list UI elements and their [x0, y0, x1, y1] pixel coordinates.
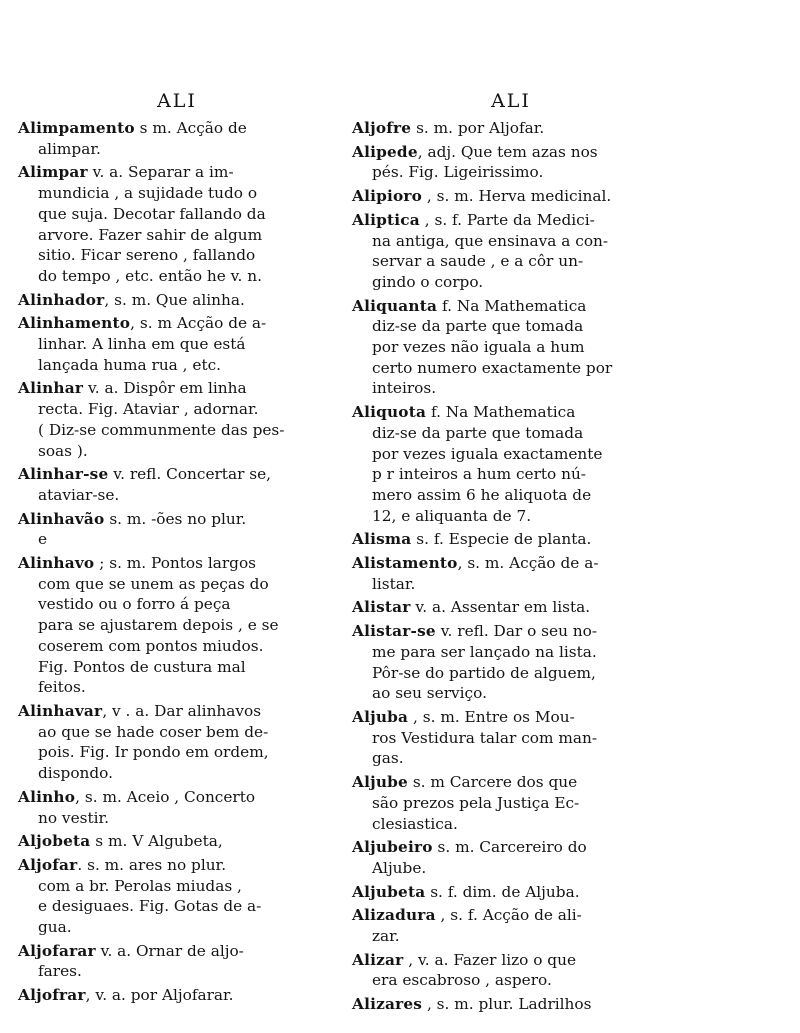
- entry-headline: Aljofre s. m. por Aljofar.: [352, 119, 545, 137]
- dictionary-entry: [352, 950, 670, 991]
- entry-continuation: com que se unem as peças do: [38, 574, 269, 593]
- headword: Alistar-se: [352, 622, 436, 641]
- headword: Alinhar-se: [18, 465, 109, 484]
- entry-continuation: por vezes não iguala a hum: [372, 338, 585, 357]
- headword: Alistamento: [352, 554, 458, 573]
- dictionary-entry: [18, 855, 336, 938]
- entry-continuation: soas ).: [38, 441, 88, 460]
- headword: Alimpar: [18, 163, 88, 182]
- dictionary-entry: [18, 985, 336, 1006]
- headword: Alinhamento: [18, 314, 131, 333]
- entry-headline: Alisma s. f. Especie de planta.: [352, 530, 592, 549]
- headword: Aljofarar: [18, 941, 96, 960]
- dictionary-entry: [352, 882, 670, 903]
- entry-headline: Alinhavar, v . a. Dar alinhavos: [18, 701, 262, 720]
- entry-continuation: mundicia , a sujidade tudo o: [38, 184, 258, 203]
- dictionary-entry: [352, 553, 670, 594]
- dictionary-entry: [352, 529, 670, 550]
- headword: Alizares: [352, 995, 423, 1014]
- entry-continuation: coserem com pontos miudos.: [38, 636, 264, 655]
- entry-continuation: servar a saude , e a côr un-: [372, 252, 584, 271]
- headword: Aljofar: [18, 855, 78, 874]
- dictionary-entry: [352, 621, 670, 704]
- entry-headline: Aljube s. m Carcere dos que: [352, 773, 578, 792]
- headword: Aljofre: [352, 119, 412, 137]
- right-column: [352, 90, 670, 1018]
- entry-continuation: Pôr-se do partido de alguem,: [372, 663, 596, 682]
- entry-continuation: ao seu serviço.: [372, 684, 487, 703]
- entry-headline: Aljubeta s. f. dim. de Aljuba.: [352, 882, 580, 901]
- entry-continuation: lançada huma rua , etc.: [38, 355, 222, 374]
- entry-headline: Aliquota f. Na Mathematica: [352, 403, 576, 422]
- entry-continuation: feitos.: [38, 678, 86, 697]
- entry-continuation: ( Diz-se communmente das pes-: [38, 420, 285, 439]
- dictionary-entry: [18, 313, 336, 375]
- dictionary-entry: [18, 464, 336, 505]
- headword: Alizar: [352, 950, 404, 969]
- entry-continuation: alimpar.: [38, 139, 101, 158]
- headword: Aljofrar: [18, 986, 86, 1005]
- entry-headline: Alinhar-se v. refl. Concertar se,: [18, 465, 272, 484]
- headword: Alizadura: [352, 906, 436, 925]
- headword: Alinhavão: [18, 509, 105, 528]
- entry-continuation: inteiros.: [372, 379, 437, 398]
- entry-continuation: dispondo.: [38, 764, 113, 783]
- dictionary-entry: [352, 772, 670, 834]
- dictionary-entry: [352, 186, 670, 207]
- dictionary-entry: [18, 831, 336, 852]
- headword: Alinhador: [18, 290, 105, 309]
- headword: Alipede: [352, 142, 418, 161]
- headword: Alipioro: [352, 187, 423, 206]
- entry-headline: Alizares , s. m. plur. Ladrilhos: [352, 995, 592, 1014]
- entry-continuation: que suja. Decotar fallando da: [38, 204, 266, 223]
- entry-headline: Alinhavão s. m. -ões no plur.: [18, 509, 247, 528]
- entry-continuation: vestido ou o forro á peça: [38, 595, 231, 614]
- headword: Aljobeta: [18, 832, 91, 851]
- dictionary-entry: [18, 162, 336, 286]
- entry-continuation: no vestir.: [38, 808, 110, 827]
- dictionary-entry: [352, 837, 670, 878]
- running-head-right: ALI: [491, 90, 531, 112]
- headword: Aljube: [352, 773, 408, 792]
- dictionary-entry: [352, 994, 670, 1015]
- entry-headline: Alistar-se v. refl. Dar o seu no-: [352, 622, 598, 641]
- entry-continuation: 12, e aliquanta de 7.: [372, 506, 532, 525]
- entry-headline: Alistamento, s. m. Acção de a-: [352, 554, 599, 573]
- entry-headline: Alinhar v. a. Dispôr em linha: [18, 379, 247, 398]
- dictionary-entry: [352, 905, 670, 946]
- entry-headline: Alizar , v. a. Fazer lizo o que: [352, 950, 577, 969]
- entry-continuation: linhar. A linha em que está: [38, 335, 246, 354]
- entry-continuation: clesiastica.: [372, 814, 458, 833]
- dictionary-entry: [352, 597, 670, 618]
- dictionary-entry: [18, 553, 336, 698]
- entry-continuation: gas.: [372, 749, 404, 768]
- entry-continuation: certo numero exactamente por: [372, 358, 613, 377]
- headword: Alisma: [352, 530, 412, 549]
- headword: Alinhavo: [18, 554, 95, 573]
- entry-continuation: por vezes iguala exactamente: [372, 444, 603, 463]
- headword: Aljubeta: [352, 882, 426, 901]
- entry-continuation: e desiguaes. Fig. Gotas de a-: [38, 897, 262, 916]
- headword: Alimpamento: [18, 119, 135, 137]
- entry-continuation: me para ser lançado na lista.: [372, 642, 597, 661]
- entry-continuation: ros Vestidura talar com man-: [372, 728, 598, 747]
- headword: Aljuba: [352, 707, 409, 726]
- dictionary-entry: [18, 787, 336, 828]
- entry-continuation: e: [38, 530, 48, 549]
- headword: Aliptica: [352, 210, 420, 229]
- dictionary-entry: [18, 290, 336, 311]
- entry-continuation: do tempo , etc. então he v. n.: [38, 266, 262, 285]
- entry-headline: Alinhamento, s. m Acção de a-: [18, 314, 267, 333]
- entry-headline: Aljubeiro s. m. Carcereiro do: [352, 838, 587, 857]
- dictionary-entry: [352, 118, 670, 139]
- dictionary-entry: [352, 296, 670, 400]
- entry-continuation: p r inteiros a hum certo nú-: [372, 465, 586, 484]
- entry-continuation: na antiga, que ensinava a con-: [372, 231, 609, 250]
- entry-headline: Aljuba , s. m. Entre os Mou-: [352, 707, 575, 726]
- entry-headline: Alipede, adj. Que tem azas nos: [352, 142, 598, 161]
- entry-headline: Aljobeta s m. V Algubeta,: [18, 832, 223, 851]
- entry-headline: Aliptica , s. f. Parte da Medici-: [352, 210, 595, 229]
- dictionary-entry: [18, 701, 336, 784]
- entry-continuation: gindo o corpo.: [372, 272, 484, 291]
- entry-continuation: Aljube.: [372, 858, 427, 877]
- entry-continuation: era escabroso , aspero.: [372, 971, 552, 990]
- headword: Aliquota: [352, 403, 427, 422]
- entry-headline: Aljofrar, v. a. por Aljofarar.: [18, 986, 234, 1005]
- entry-continuation: recta. Fig. Ataviar , adornar.: [38, 400, 259, 419]
- dictionary-entry: [18, 378, 336, 461]
- dictionary-entry: [352, 142, 670, 183]
- entry-headline: Alimpar v. a. Separar a im-: [18, 163, 234, 182]
- entry-headline: Alizadura , s. f. Acção de ali-: [352, 906, 582, 925]
- dictionary-entry: [18, 509, 336, 550]
- entry-continuation: pés. Fig. Ligeirissimo.: [372, 163, 544, 182]
- entry-continuation: são prezos pela Justiça Ec-: [372, 793, 580, 812]
- dictionary-entry: [18, 941, 336, 982]
- entry-continuation: ataviar-se.: [38, 485, 120, 504]
- headword: Aliquanta: [352, 296, 438, 315]
- dictionary-entry: [352, 210, 670, 293]
- entry-continuation: pois. Fig. Ir pondo em ordem,: [38, 743, 269, 762]
- headword: Alinhavar: [18, 701, 103, 720]
- entry-headline: Aljofarar v. a. Ornar de aljo-: [18, 941, 244, 960]
- dictionary-entry: [352, 707, 670, 769]
- entry-headline: Alipioro , s. m. Herva medicinal.: [352, 187, 612, 206]
- dictionary-entry: [18, 118, 336, 159]
- entry-continuation: fares.: [38, 962, 82, 981]
- entry-headline: Alimpamento s m. Acção de: [18, 119, 247, 137]
- entry-continuation: arvore. Fazer sahir de algum: [38, 225, 263, 244]
- headword: Alinhar: [18, 379, 84, 398]
- entry-continuation: listar.: [372, 574, 416, 593]
- headword: Alinho: [18, 787, 76, 806]
- entry-continuation: diz-se da parte que tomada: [372, 317, 584, 336]
- entry-continuation: com a br. Perolas miudas ,: [38, 876, 242, 895]
- left-column: [18, 90, 336, 1009]
- entry-continuation: zar.: [372, 927, 400, 946]
- entry-headline: Alinho, s. m. Aceio , Concerto: [18, 787, 256, 806]
- headword: Alistar: [352, 598, 411, 617]
- entry-headline: Aljofar. s. m. ares no plur.: [18, 855, 227, 874]
- headword: Aljubeiro: [352, 838, 433, 857]
- entry-continuation: para se ajustarem depois , e se: [38, 616, 279, 635]
- entry-continuation: mero assim 6 he aliquota de: [372, 485, 592, 504]
- entry-continuation: gua.: [38, 918, 72, 937]
- entry-continuation: sitio. Ficar sereno , fallando: [38, 246, 256, 265]
- entry-continuation: diz-se da parte que tomada: [372, 423, 584, 442]
- entry-headline: Alinhavo ; s. m. Pontos largos: [18, 554, 257, 573]
- entry-headline: Alistar v. a. Assentar em lista.: [352, 598, 591, 617]
- running-head-left: ALI: [157, 90, 197, 112]
- entry-continuation: ao que se hade coser bem de-: [38, 722, 269, 741]
- dictionary-entry: [352, 402, 670, 526]
- entry-headline: Alinhador, s. m. Que alinha.: [18, 290, 245, 309]
- entry-headline: Aliquanta f. Na Mathematica: [352, 296, 587, 315]
- entry-continuation: Fig. Pontos de custura mal: [38, 657, 246, 676]
